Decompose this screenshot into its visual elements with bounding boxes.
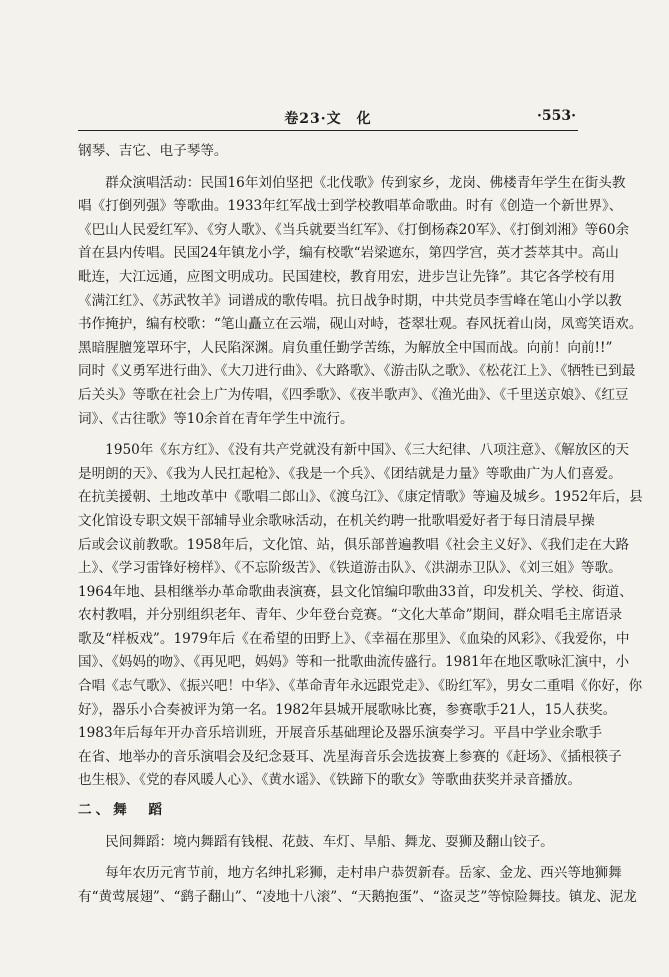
text-line: 有“黄莺展翅”、“鹞子翻山”、“凌地十八滚”、“天鹅抱蛋”、“盗灵芝”等惊险舞技。镇龙、泥龙: [78, 888, 637, 905]
text-line: 后或会议前教歌。1958年后，文化馆、站，俱乐部普遍教唱《社会主义好》、《我们走在大路: [78, 536, 630, 553]
text-line: 1950年《东方红》、《没有共产党就没有新中国》、《三大纪律、八项注意》、《解放区的天: [78, 442, 630, 459]
text-line: 《巴山人民爱红军》、《穷人歌》、《当兵就要当红军》、《打倒杨森20军》、《打倒刘湘》等60余: [78, 221, 630, 238]
text-line: 词》、《古往歌》等10余首在青年学生中流行。: [78, 410, 354, 427]
text-line: 书作掩护，编有校歌：“笔山矗立在云端，砚山对峙，苍翠壮观。春风抚着山岗，凤鸾笑语欢。: [78, 316, 643, 333]
text-line: 同时《义勇军进行曲》、《大刀进行曲》、《大路歌》、《游击队之歌》、《松花江上》、《牺牲已到最: [78, 363, 636, 380]
text-line: 唱《打倒列强》等歌曲。1933年红军战士到学校教唱革命歌曲。时有《创造一个新世界》、: [78, 198, 623, 215]
section-heading: 二、舞 蹈: [78, 802, 166, 819]
text-line: 每年农历元宵节前，地方名绅扎彩狮，走村串户恭贺新春。岳家、金龙、西兴等地狮舞: [78, 865, 622, 882]
text-line: 上》、《学习雷锋好榜样》、《不忘阶级苦》、《铁道游击队》、《洪湖赤卫队》、《刘三姐》等歌。: [78, 560, 622, 577]
text-line: 文化馆设专职文娱干部辅导业余歌咏活动，在机关约聘一批歌唱爱好者于每日清晨早操: [78, 512, 595, 529]
text-line: 钢琴、吉它、电子琴等。: [78, 143, 228, 159]
text-line: 首在县内传唱。民国24年镇龙小学，编有校歌“岩梁遮东，第四学宫，英才荟萃其中。高山: [78, 245, 619, 262]
text-line: 毗连，大江远通，应图文明成功。民国建校，教育用宏，进步岂让先锋”。其它各学校有用: [78, 268, 616, 285]
page-number: ·553·: [537, 108, 576, 124]
text-line: 群众演唱活动：民国16年刘伯坚把《北伐歌》传到家乡，龙岗、佛楼青年学生在街头教: [78, 174, 626, 191]
running-header: [78, 104, 578, 131]
text-line: 1964年地、县相继举办革命歌曲表演赛，县文化馆编印歌曲33首，印发机关、学校、街道、: [78, 583, 633, 600]
text-line: 好》，器乐小合奏被评为第一名。1982年县城开展歌咏比赛，参赛歌手21人，15人获奖。: [78, 701, 617, 718]
text-line: 国》、《妈妈的吻》、《再见吧，妈妈》等和一批歌曲流传盛行。1981年在地区歌咏汇演中，小: [78, 654, 630, 671]
text-line: 在省、地举办的音乐演唱会及纪念聂耳、冼星海音乐会选拔赛上参赛的《赶场》、《插根筷子: [78, 748, 622, 765]
text-line: 是明朗的天》、《我为人民扛起枪》、《我是一个兵》、《团结就是力量》等歌曲广为人们喜爱。: [78, 465, 622, 482]
text-line: 后关头》等歌在社会上广为传唱，《四季歌》、《夜半歌声》、《渔光曲》、《千里送京娘》、《红豆: [78, 386, 629, 403]
text-line: 歌及“样板戏”。1979年后《在希望的田野上》、《幸福在那里》、《血染的风彩》、《我爱你，中: [78, 630, 630, 647]
text-line: 也生根》、《党的春风暖人心》、《黄水谣》、《铁蹄下的歌女》等歌曲获奖并录音播放。: [78, 772, 581, 789]
text-line: 农村教唱，并分别组织老年、青年、少年登台竞赛。“文化大革命”期间，群众唱毛主席语录: [78, 607, 623, 624]
body-text: [78, 140, 643, 909]
chapter-title: 卷23·文 化: [284, 111, 372, 127]
text-line: 1983年后每年开办音乐培训班，开展音乐基础理论及器乐演奏学习。平昌中学业余歌手: [78, 725, 602, 742]
text-line: 在抗美援朝、土地改革中《歌唱二郎山》、《渡乌江》、《康定情歌》等遍及城乡。1952年后，县: [78, 489, 643, 506]
text-line: 《满江红》、《苏武牧羊》词谱成的歌传唱。抗日战争时期，中共党员李雪峰在笔山小学以教: [78, 292, 622, 309]
text-line: 合唱《志气歌》、《振兴吧！中华》、《革命青年永远跟党走》、《盼红军》，男女二重唱《你好，你: [78, 678, 643, 695]
text-line: 民间舞蹈：境内舞蹈有钱棍、花鼓、车灯、旱船、舞龙、耍狮及翻山铰子。: [78, 833, 554, 850]
text-line: 黑暗腥膻笼罩环宇，人民陷深渊。肩负重任勤学苦练，为解放全中国而战。向前！向前!!”: [78, 339, 613, 356]
